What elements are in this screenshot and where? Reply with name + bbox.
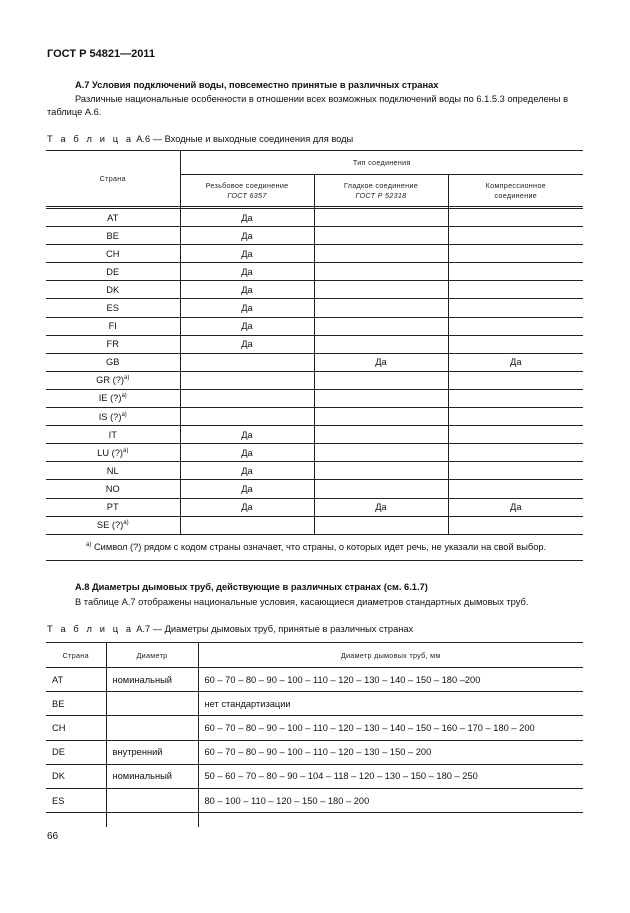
footnote-text: Символ (?) рядом с кодом страны означает, что страны, о которых идет речь, не указали на свой выбор.: [93, 542, 547, 553]
table-row: [46, 716, 583, 740]
cell-compression: [448, 371, 583, 389]
cell-diameter: номинальный: [106, 764, 198, 788]
cell-compression: [448, 245, 583, 263]
cell-threaded-text: Да: [241, 266, 253, 277]
cell-threaded-text: Да: [241, 321, 253, 332]
col-values: Диаметр дымовых труб, мм: [198, 643, 583, 668]
cell-threaded-text: Да: [241, 212, 253, 223]
cell-smooth: [314, 426, 448, 444]
cell-country-text: DE: [106, 266, 120, 277]
cell-country: [46, 317, 180, 335]
cell-country-text: IE (?): [98, 393, 122, 404]
cell-values: 80 – 100 – 110 – 120 – 150 – 180 – 200: [198, 788, 583, 812]
cell-diameter: внутренний: [106, 740, 198, 764]
cell-compression-text: Да: [510, 502, 522, 513]
cell-compression: [448, 480, 583, 498]
cell-threaded-text: Да: [241, 303, 253, 314]
cell-country-footnote-mark: a): [121, 393, 127, 400]
cell-threaded: [180, 227, 314, 245]
cell-smooth: [314, 317, 448, 335]
cell-threaded: [180, 317, 314, 335]
cell-smooth-text: Да: [375, 357, 387, 368]
section-a8-text: В таблице А.7 отображены национальные условия, касающиеся диаметров стандартных дымовых труб.: [75, 597, 529, 607]
table-row: [46, 764, 583, 788]
cell-threaded: [180, 516, 314, 534]
cell-country-text: SE (?): [96, 520, 124, 531]
cell-diameter: [106, 716, 198, 740]
cell-compression: [448, 335, 583, 353]
cell-country: [46, 281, 180, 299]
col-smooth: [314, 175, 448, 207]
cell-country: [46, 498, 180, 516]
cell-threaded-text: Да: [241, 483, 253, 494]
cell-compression: [448, 498, 583, 516]
cell-smooth: [314, 299, 448, 317]
cell-country: [46, 335, 180, 353]
table-a7-caption: [47, 624, 413, 634]
table-row: [46, 335, 583, 353]
cell-compression: [448, 353, 583, 371]
cell-country: [46, 516, 180, 534]
cell-compression: [448, 389, 583, 407]
cell-compression: [448, 227, 583, 245]
table-row: [46, 263, 583, 281]
col-country: Страна: [46, 151, 180, 207]
col-smooth-label: Гладкое соединение: [343, 180, 419, 190]
table-row: [46, 480, 583, 498]
table-row: [46, 692, 583, 716]
cell-values: 60 – 70 – 80 – 90 – 100 – 110 – 120 – 130 – 140 – 150 – 160 – 170 – 180 – 200: [198, 716, 583, 740]
cell-threaded: [180, 299, 314, 317]
col-smooth-std: ГОСТ Р 52318: [355, 190, 407, 200]
col-diameter: Диаметр: [106, 643, 198, 668]
col-connection-type: Тип соединения: [180, 151, 583, 175]
footnote-mark: a): [86, 542, 92, 549]
cell-country-text: NO: [105, 484, 120, 494]
section-a8-title: А.8 Диаметры дымовых труб, действующие в различных странах (см. 6.1.7): [75, 582, 428, 592]
cell-country: ES: [46, 788, 106, 812]
cell-country: [46, 263, 180, 281]
cell-smooth: [314, 516, 448, 534]
cell-compression: [448, 317, 583, 335]
table-row: [46, 408, 583, 426]
cell-threaded: [180, 498, 314, 516]
cell-threaded: [180, 281, 314, 299]
cell-country-text: GB: [106, 357, 120, 368]
table-continuation-row: [46, 813, 583, 827]
cell-country: [46, 245, 180, 263]
cell-compression: [448, 444, 583, 462]
cell-country-text: DK: [106, 284, 120, 295]
cell-country: [46, 408, 180, 426]
cell-country-footnote-mark: a): [123, 520, 129, 527]
cell-threaded: [180, 209, 314, 227]
cell-country: [46, 462, 180, 480]
cell-threaded-text: Да: [241, 465, 253, 476]
cell-threaded: [180, 480, 314, 498]
caption-text: А.6 — Входные и выходные соединения для воды: [136, 134, 354, 144]
cell-smooth: [314, 263, 448, 281]
col-compression-label: Компрессионное: [485, 180, 546, 190]
cell-country: [46, 299, 180, 317]
table-row: [46, 371, 583, 389]
cell-country: [46, 209, 180, 227]
cell-country-text: ES: [106, 303, 119, 314]
cell-country-text: AT: [107, 212, 119, 223]
table-row: [46, 444, 583, 462]
col-threaded-label: Резьбовое соединение: [205, 180, 289, 190]
cell-country: AT: [46, 668, 106, 692]
table-row: [46, 353, 583, 371]
table-a6: [46, 150, 583, 561]
cell-values: 50 – 60 – 70 – 80 – 90 – 104 – 118 – 120 – 130 – 150 – 180 – 250: [198, 764, 583, 788]
cell-country: [46, 227, 180, 245]
cell-country: [46, 426, 180, 444]
cell-country: [46, 480, 180, 498]
table-row: [46, 317, 583, 335]
cell-country-text: IT: [108, 429, 117, 440]
cell-country-text: CH: [106, 248, 120, 259]
cell-country-text: FI: [108, 321, 117, 332]
cell-threaded: [180, 408, 314, 426]
cell-threaded-text: Да: [241, 339, 253, 350]
cell-smooth: [314, 389, 448, 407]
cell-smooth: [314, 227, 448, 245]
cell-threaded: [180, 353, 314, 371]
cell-country-text: PT: [106, 502, 119, 513]
table-row: [46, 516, 583, 534]
col-country: Страна: [46, 643, 106, 668]
table-row: [46, 740, 583, 764]
cell-values: 60 – 70 – 80 – 90 – 100 – 110 – 120 – 130 – 140 – 150 – 180 –200: [198, 668, 583, 692]
table-row: [46, 426, 583, 444]
cell-compression-text: Да: [510, 357, 522, 368]
cell-threaded: [180, 335, 314, 353]
cell-country-footnote-mark: a): [124, 375, 130, 382]
cell-smooth: [314, 462, 448, 480]
table-a6-caption: [47, 134, 353, 144]
cell-smooth: [314, 371, 448, 389]
table-row: [46, 668, 583, 692]
cell-compression: [448, 263, 583, 281]
cell-country-footnote-mark: a): [121, 411, 127, 418]
cell-smooth: [314, 408, 448, 426]
cell-country-text: IS (?): [98, 411, 122, 422]
cell-smooth: [314, 335, 448, 353]
cell-country: [46, 389, 180, 407]
cell-smooth: [314, 480, 448, 498]
cell-threaded-text: Да: [241, 284, 253, 295]
cell-values: нет стандартизации: [198, 692, 583, 716]
cell-compression: [448, 299, 583, 317]
cell-country: BE: [46, 692, 106, 716]
cell-compression: [448, 209, 583, 227]
cell-threaded: [180, 371, 314, 389]
table-row: [46, 788, 583, 812]
cell-diameter: [106, 788, 198, 812]
cell-threaded: [180, 462, 314, 480]
cell-country: [46, 444, 180, 462]
cell-smooth-text: Да: [375, 502, 387, 513]
cell-compression: [448, 516, 583, 534]
col-compression: [448, 175, 583, 207]
cell-country-text: GR (?): [96, 375, 125, 386]
table-row: [46, 245, 583, 263]
cell-smooth: [314, 281, 448, 299]
section-a7-title: А.7 Условия подключений воды, повсеместно принятые в различных странах: [75, 80, 439, 90]
cell-threaded: [180, 245, 314, 263]
cell-smooth: [314, 444, 448, 462]
col-threaded: [180, 175, 314, 207]
caption-label: Т а б л и ц а: [47, 134, 134, 144]
cell-country-footnote-mark: a): [123, 447, 129, 454]
cell-country: CH: [46, 716, 106, 740]
table-row: [46, 498, 583, 516]
cell-country-text: FR: [106, 339, 119, 350]
table-row: [46, 227, 583, 245]
col-threaded-std: ГОСТ 6357: [227, 190, 267, 200]
cell-country: DE: [46, 740, 106, 764]
cell-smooth: [314, 245, 448, 263]
table-a6-footnote: [46, 534, 583, 560]
cell-smooth: [314, 353, 448, 371]
cell-country: DK: [46, 764, 106, 788]
page-number: 66: [47, 831, 59, 842]
cell-compression: [448, 281, 583, 299]
cell-country-text: BE: [106, 230, 119, 241]
table-row: [46, 281, 583, 299]
table-row: [46, 462, 583, 480]
table-row: [46, 299, 583, 317]
caption-text: А.7 — Диаметры дымовых труб, принятые в различных странах: [136, 624, 414, 634]
cell-threaded: [180, 389, 314, 407]
cell-threaded: [180, 426, 314, 444]
cell-threaded-text: Да: [241, 429, 253, 440]
table-row: [46, 389, 583, 407]
cell-threaded: [180, 444, 314, 462]
table-row: [46, 209, 583, 227]
cell-diameter: [106, 692, 198, 716]
cell-values: 60 – 70 – 80 – 90 – 100 – 110 – 120 – 130 – 150 – 200: [198, 740, 583, 764]
cell-smooth: [314, 209, 448, 227]
caption-label: Т а б л и ц а: [47, 624, 134, 634]
cell-threaded-text: Да: [241, 248, 253, 259]
cell-country-text: NL: [106, 465, 119, 476]
cell-compression: [448, 426, 583, 444]
cell-threaded: [180, 263, 314, 281]
cell-country: [46, 353, 180, 371]
cell-compression: [448, 408, 583, 426]
table-a7: [46, 642, 583, 827]
doc-header: ГОСТ Р 54821—2011: [47, 48, 155, 60]
cell-smooth: [314, 498, 448, 516]
cell-country-text: LU (?): [97, 447, 123, 458]
cell-threaded-text: Да: [241, 502, 253, 513]
col-compression-label2: соединение: [494, 190, 538, 200]
cell-country: [46, 371, 180, 389]
cell-threaded-text: Да: [241, 447, 253, 458]
cell-compression: [448, 462, 583, 480]
section-a7-text: Различные национальные особенности в отношении всех возможных подключений воды по 6.1.5.3 определены в таблице А.6.: [47, 94, 569, 117]
cell-diameter: номинальный: [106, 668, 198, 692]
cell-threaded-text: Да: [241, 230, 253, 241]
